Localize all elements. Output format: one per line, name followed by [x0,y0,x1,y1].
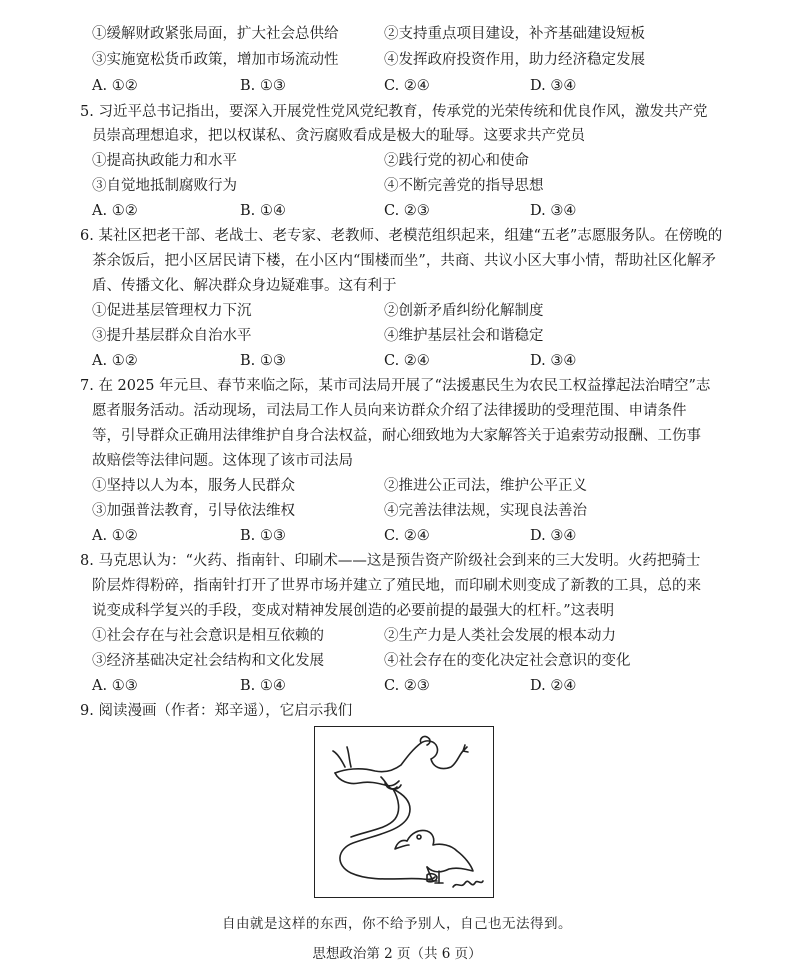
q7-stem-cont-3: 故赔偿等法律问题。这体现了该市司法局 [92,453,353,469]
q5-choice-a: A. ①② [92,203,138,219]
q4-choice-c: C. ②④ [384,78,430,94]
q8-choice-a: A. ①③ [92,678,138,694]
q9-stem: 9. 阅读漫画（作者：郑辛遥），它启示我们 [80,703,353,719]
q5-choice-c: C. ②③ [384,203,430,219]
q8-stem: 8. 马克思认为：“火药、指南针、印刷术——这是预告资产阶级社会到来的三大发明。火药把骑士 [80,553,701,569]
q6-stem-cont-2: 盾、传播文化、解决群众身边疑难事。这有利于 [92,278,397,294]
q7-stem: 7. 在 2025 年元旦、春节来临之际，某市司法局开展了“法援惠民生为农民工权益撑起法治晴空”志 [80,378,711,394]
q6-choice-c: C. ②④ [384,353,430,369]
q7-option-4: ④完善法律法规，实现良法善治 [384,503,587,519]
q4-choice-a: A. ①② [92,78,138,94]
q4-option-2: ②支持重点项目建设，补齐基础建设短板 [384,26,645,42]
q7-stem-cont-2: 等，引导群众正确用法律维护自身合法权益，耐心细致地为大家解答关于追索劳动报酬、工伤事 [92,428,701,444]
q7-choice-d: D. ③④ [530,528,577,544]
q6-option-3: ③提升基层群众自治水平 [92,328,252,344]
q5-option-1: ①提高执政能力和水平 [92,153,237,169]
q5-stem: 5. 习近平总书记指出，要深入开展党性党风党纪教育，传承党的光荣传统和优良作风，激发共产党 [80,104,708,120]
q4-choice-d: D. ③④ [530,78,577,94]
q8-choice-d: D. ②④ [530,678,577,694]
q8-stem-cont-2: 说变成科学复兴的手段，变成对精神发展创造的必要前提的最强大的杠杆。”这表明 [92,603,615,619]
q7-choice-a: A. ①② [92,528,138,544]
q6-option-4: ④维护基层社会和谐稳定 [384,328,544,344]
q5-option-3: ③自觉地抵制腐败行为 [92,178,237,194]
q7-choice-b: B. ①③ [240,528,286,544]
q7-option-3: ③加强普法教育，引导依法维权 [92,503,295,519]
q6-choice-a: A. ①② [92,353,138,369]
q6-choice-d: D. ③④ [530,353,577,369]
q4-choice-b: B. ①③ [240,78,286,94]
q7-option-1: ①坚持以人为本，服务人民群众 [92,478,295,494]
q8-option-2: ②生产力是人类社会发展的根本动力 [384,628,616,644]
q8-option-4: ④社会存在的变化决定社会意识的变化 [384,653,631,669]
q8-option-3: ③经济基础决定社会结构和文化发展 [92,653,324,669]
q5-choice-d: D. ③④ [530,203,577,219]
q4-option-4: ④发挥政府投资作用，助力经济稳定发展 [384,52,645,68]
q8-stem-cont-1: 阶层炸得粉碎，指南针打开了世界市场并建立了殖民地，而印刷术则变成了新教的工具，总的来 [92,578,701,594]
q4-option-3: ③实施宽松货币政策，增加市场流动性 [92,52,339,68]
q6-option-1: ①促进基层管理权力下沉 [92,303,252,319]
q5-option-2: ②践行党的初心和使命 [384,153,529,169]
q6-stem: 6. 某社区把老干部、老战士、老专家、老教师、老模范组织起来，组建“五老”志愿服务队。在傍晚的 [80,228,723,244]
q7-stem-cont-1: 愿者服务活动。活动现场，司法局工作人员向来访群众介绍了法律援助的受理范围、申请条件 [92,403,687,419]
cartoon-caption: 自由就是这样的东西，你不给予别人，自己也无法得到。 [222,916,572,932]
cartoon-image [314,726,494,898]
q5-choice-b: B. ①④ [240,203,286,219]
q6-choice-b: B. ①③ [240,353,286,369]
page-footer: 思想政治第 2 页（共 6 页） [312,946,482,962]
q7-choice-c: C. ②④ [384,528,430,544]
q8-option-1: ①社会存在与社会意识是相互依赖的 [92,628,324,644]
q8-choice-c: C. ②③ [384,678,430,694]
q6-stem-cont-1: 茶余饭后，把小区居民请下楼，在小区内“围楼而坐”，共商、共议小区大事小情，帮助社区化解矛 [92,253,716,269]
q5-stem-cont: 员崇高理想追求，把以权谋私、贪污腐败看成是极大的耻辱。这要求共产党员 [92,128,585,144]
q6-option-2: ②创新矛盾纠纷化解制度 [384,303,544,319]
q4-option-1: ①缓解财政紧张局面，扩大社会总供给 [92,26,339,42]
q7-option-2: ②推进公正司法，维护公平正义 [384,478,587,494]
q5-option-4: ④不断完善党的指导思想 [384,178,544,194]
cartoon-drawing [315,727,492,896]
q8-choice-b: B. ①④ [240,678,286,694]
